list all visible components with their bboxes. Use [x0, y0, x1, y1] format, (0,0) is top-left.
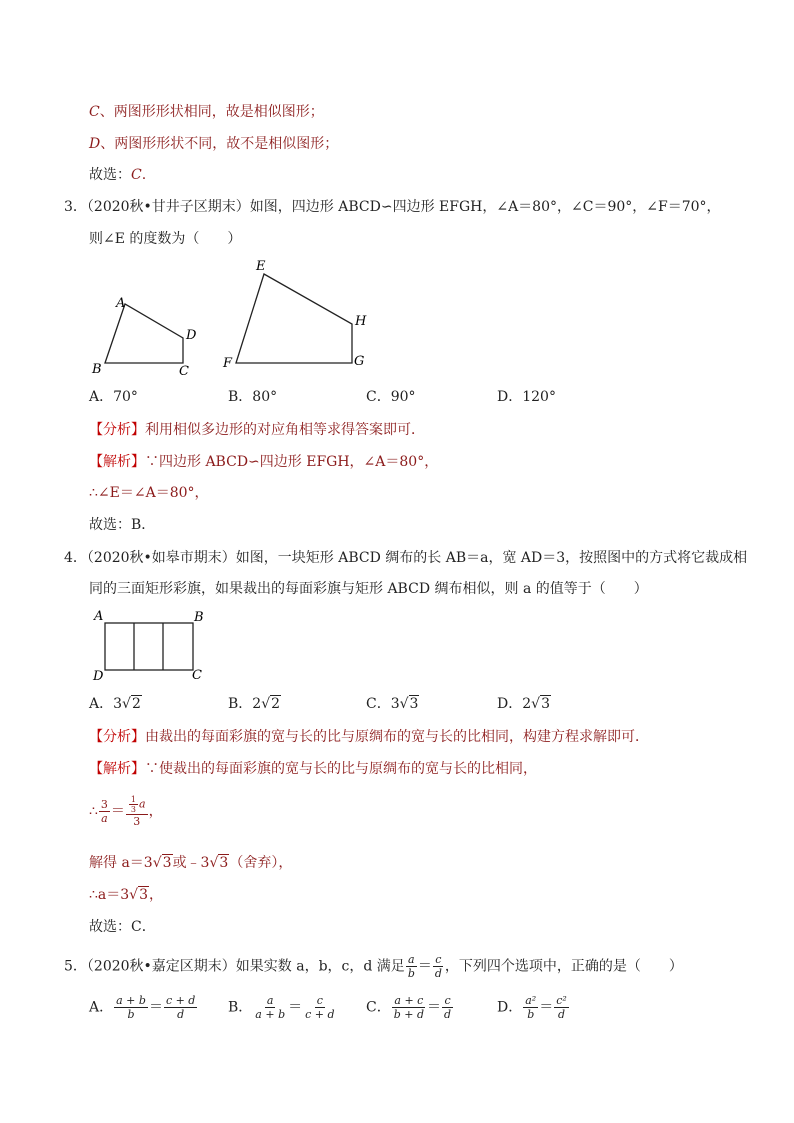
fraction-denominator: d: [444, 1008, 452, 1021]
q5-option-a: [89, 994, 198, 1021]
q2-option-c-letter: C: [89, 104, 100, 120]
fraction-denominator: a: [101, 812, 108, 825]
fraction-denominator: d: [177, 1008, 185, 1021]
q4-analysis-text: 由裁出的每面彩旗的宽与长的比与原绸布的宽与长的比相同，构建方程求解即可．: [145, 729, 649, 745]
fraction-numerator: a + c: [394, 994, 424, 1007]
right-fraction: [303, 994, 336, 1021]
option-label: C．: [366, 999, 391, 1016]
q3-figure: [88, 255, 388, 380]
solve-radicand-1: 3: [162, 855, 172, 871]
q4-option-c-prefix: C．3: [366, 696, 400, 712]
q3-stem-line1: 3．（2020秋•甘井子区期末）如图，四边形 ABCD∽四边形 EFGH，∠A＝80°，∠C＝90°，∠F＝70°，: [64, 199, 721, 215]
q3-option-d: D．120°: [497, 389, 556, 405]
label-b: B: [92, 362, 102, 377]
q5-stem-suffix: ，下列四个选项中，正确的是（ ）: [444, 958, 683, 975]
q4-solution-text: ∵使裁出的每面彩旗的宽与长的比与原绸布的宽与长的比相同，: [145, 761, 537, 777]
q3-analysis-text: 利用相似多边形的对应角相等求得答案即可．: [145, 422, 425, 438]
q3-option-c: C．90°: [366, 389, 416, 405]
q5-option-c: [366, 994, 454, 1021]
fraction-numerator: a: [266, 994, 274, 1007]
q5-stem-prefix: 5．（2020秋•嘉定区期末）如果实数 a，b，c，d 满足: [64, 958, 405, 975]
q3-option-a: A．70°: [89, 389, 138, 405]
fraction-denominator: c + d: [305, 1008, 335, 1021]
fraction-numerator: c + d: [165, 994, 196, 1007]
label-a: A: [116, 296, 126, 311]
fraction-denominator: d: [434, 967, 442, 980]
equals-sign: ＝: [427, 999, 442, 1016]
right-fraction: [164, 994, 197, 1021]
fraction-denominator: b + d: [393, 1008, 425, 1021]
q5-option-b: [228, 994, 338, 1021]
equals-sign: ＝: [148, 999, 163, 1016]
fraction-numerator: a²: [525, 994, 537, 1007]
label-f: F: [223, 356, 233, 371]
inner-numerator: 1: [130, 795, 137, 804]
q5-option-d: [497, 994, 570, 1021]
fraction-denominator: b: [127, 1008, 135, 1021]
q3-option-b: B．80°: [228, 389, 278, 405]
label-h: H: [355, 314, 367, 329]
inner-denominator: 3: [130, 805, 137, 814]
q2-answer-suffix: .: [141, 167, 147, 183]
label-d: D: [93, 669, 104, 684]
q2-answer: [89, 165, 146, 185]
q4-solution: [89, 759, 537, 779]
label-c: C: [192, 668, 202, 683]
q2-option-d-letter: D: [89, 136, 101, 152]
q3-solution-text: ∵四边形 ABCD∽四边形 EFGH，∠A＝80°，: [145, 454, 439, 470]
q4-option-b-radicand: 2: [271, 696, 281, 712]
q2-option-c-text: 、两图形形状相同，故是相似图形；: [99, 104, 324, 120]
fraction-third-a-over-3: [126, 795, 148, 828]
result-prefix: ∴a＝3: [89, 887, 130, 903]
variable-a: a: [139, 797, 146, 811]
label-c: C: [179, 364, 189, 379]
q4-solve-line: 解得 a＝3√3或﹣3√3（舍弃），: [89, 855, 293, 871]
q4-option-a: A．3√2: [89, 696, 141, 712]
left-fraction: [114, 994, 148, 1021]
fraction-numerator: a: [408, 953, 415, 966]
q3-analysis: [89, 420, 425, 440]
q4-analysis-tag: 【分析】: [89, 729, 145, 745]
q4-result-line: ∴a＝3√3，: [89, 887, 164, 903]
equals-sign: ＝: [110, 803, 125, 820]
result-radicand: 3: [139, 887, 149, 903]
therefore-symbol: ∴: [89, 803, 98, 820]
q4-option-d: D．2√3: [497, 696, 550, 712]
q2-answer-prefix: 故选：: [89, 167, 131, 183]
fraction-numerator: c²: [556, 994, 567, 1007]
q3-stem-line2: 则∠E 的度数为（ ）: [89, 231, 242, 247]
equation-end: ，: [148, 803, 163, 820]
result-suffix: ，: [149, 887, 164, 903]
fraction-a-over-b: [406, 953, 417, 980]
option-label: D．: [497, 999, 523, 1016]
equals-sign: ＝: [288, 999, 303, 1016]
q3-answer: 故选：B．: [89, 517, 156, 533]
option-label: A．: [89, 999, 114, 1016]
q2-option-d-line: [89, 134, 338, 154]
solve-middle: 或﹣3: [172, 855, 210, 871]
fraction-numerator: [126, 795, 148, 815]
q3-therefore: ∴∠E＝∠A＝80°，: [89, 485, 209, 501]
label-b: B: [194, 610, 204, 625]
fraction-numerator: c: [444, 994, 451, 1007]
q2-option-c-line: [89, 102, 324, 122]
fraction-3-over-a: [99, 798, 110, 825]
equals-sign: ＝: [417, 958, 432, 975]
q4-option-c-radicand: 3: [409, 696, 419, 712]
q3-analysis-tag: 【分析】: [89, 422, 145, 438]
q4-figure: [88, 607, 218, 685]
left-fraction: [392, 994, 426, 1021]
q4-stem-line2: 同的三面矩形彩旗，如果裁出的每面彩旗与矩形 ABCD 绸布相似，则 a 的值等于（ ）: [89, 581, 648, 597]
fraction-numerator: c: [316, 994, 323, 1007]
rectangle-abcd: [105, 623, 193, 670]
left-fraction: [523, 994, 538, 1021]
q3-solution: [89, 452, 438, 472]
q4-option-d-radicand: 3: [541, 696, 550, 712]
fraction-numerator: c: [435, 953, 442, 966]
fraction-denominator: d: [557, 1008, 566, 1021]
solve-radicand-2: 3: [219, 855, 229, 871]
equals-sign: ＝: [539, 999, 554, 1016]
label-a: A: [94, 609, 104, 624]
solve-suffix: （舍弃），: [229, 855, 293, 871]
fraction-denominator: a + b: [255, 1008, 286, 1021]
q4-equation: [89, 795, 163, 828]
q4-option-b: B．2√2: [228, 696, 281, 712]
fraction-numerator: a + b: [116, 994, 146, 1007]
fraction-denominator: 3: [133, 815, 141, 828]
quadrilateral-abcd: [105, 304, 183, 363]
quadrilateral-efgh: [236, 274, 352, 363]
right-fraction: [442, 994, 453, 1021]
solve-prefix: 解得 a＝3: [89, 855, 153, 871]
q4-option-a-prefix: A．3: [89, 696, 123, 712]
fraction-c-over-d: [433, 953, 444, 980]
q5-stem: [64, 953, 683, 980]
fraction-denominator: b: [527, 1008, 535, 1021]
fraction-denominator: b: [407, 967, 415, 980]
label-g: G: [354, 354, 365, 369]
q4-option-c: C．3√3: [366, 696, 419, 712]
q4-answer: 故选：C．: [89, 919, 156, 935]
right-fraction: [554, 994, 569, 1021]
fraction-numerator: 3: [100, 798, 108, 811]
q2-answer-letter: C: [131, 167, 142, 183]
q4-option-a-radicand: 2: [131, 696, 141, 712]
q4-analysis: [89, 727, 649, 747]
label-d: D: [186, 328, 197, 343]
q4-solution-tag: 【解析】: [89, 761, 145, 777]
q4-stem-line1: 4．（2020秋•如皋市期末）如图，一块矩形 ABCD 绸布的长 AB＝a，宽 AD＝3，按照图中的方式将它裁成相: [64, 550, 748, 566]
label-e: E: [256, 259, 266, 274]
q2-option-d-text: 、两图形形状不同，故不是相似图形；: [100, 136, 339, 152]
option-label: B．: [228, 999, 253, 1016]
q4-option-b-prefix: B．2: [228, 696, 262, 712]
q3-solution-tag: 【解析】: [89, 454, 145, 470]
left-fraction: [253, 994, 287, 1021]
q4-option-d-prefix: D．2: [497, 696, 532, 712]
